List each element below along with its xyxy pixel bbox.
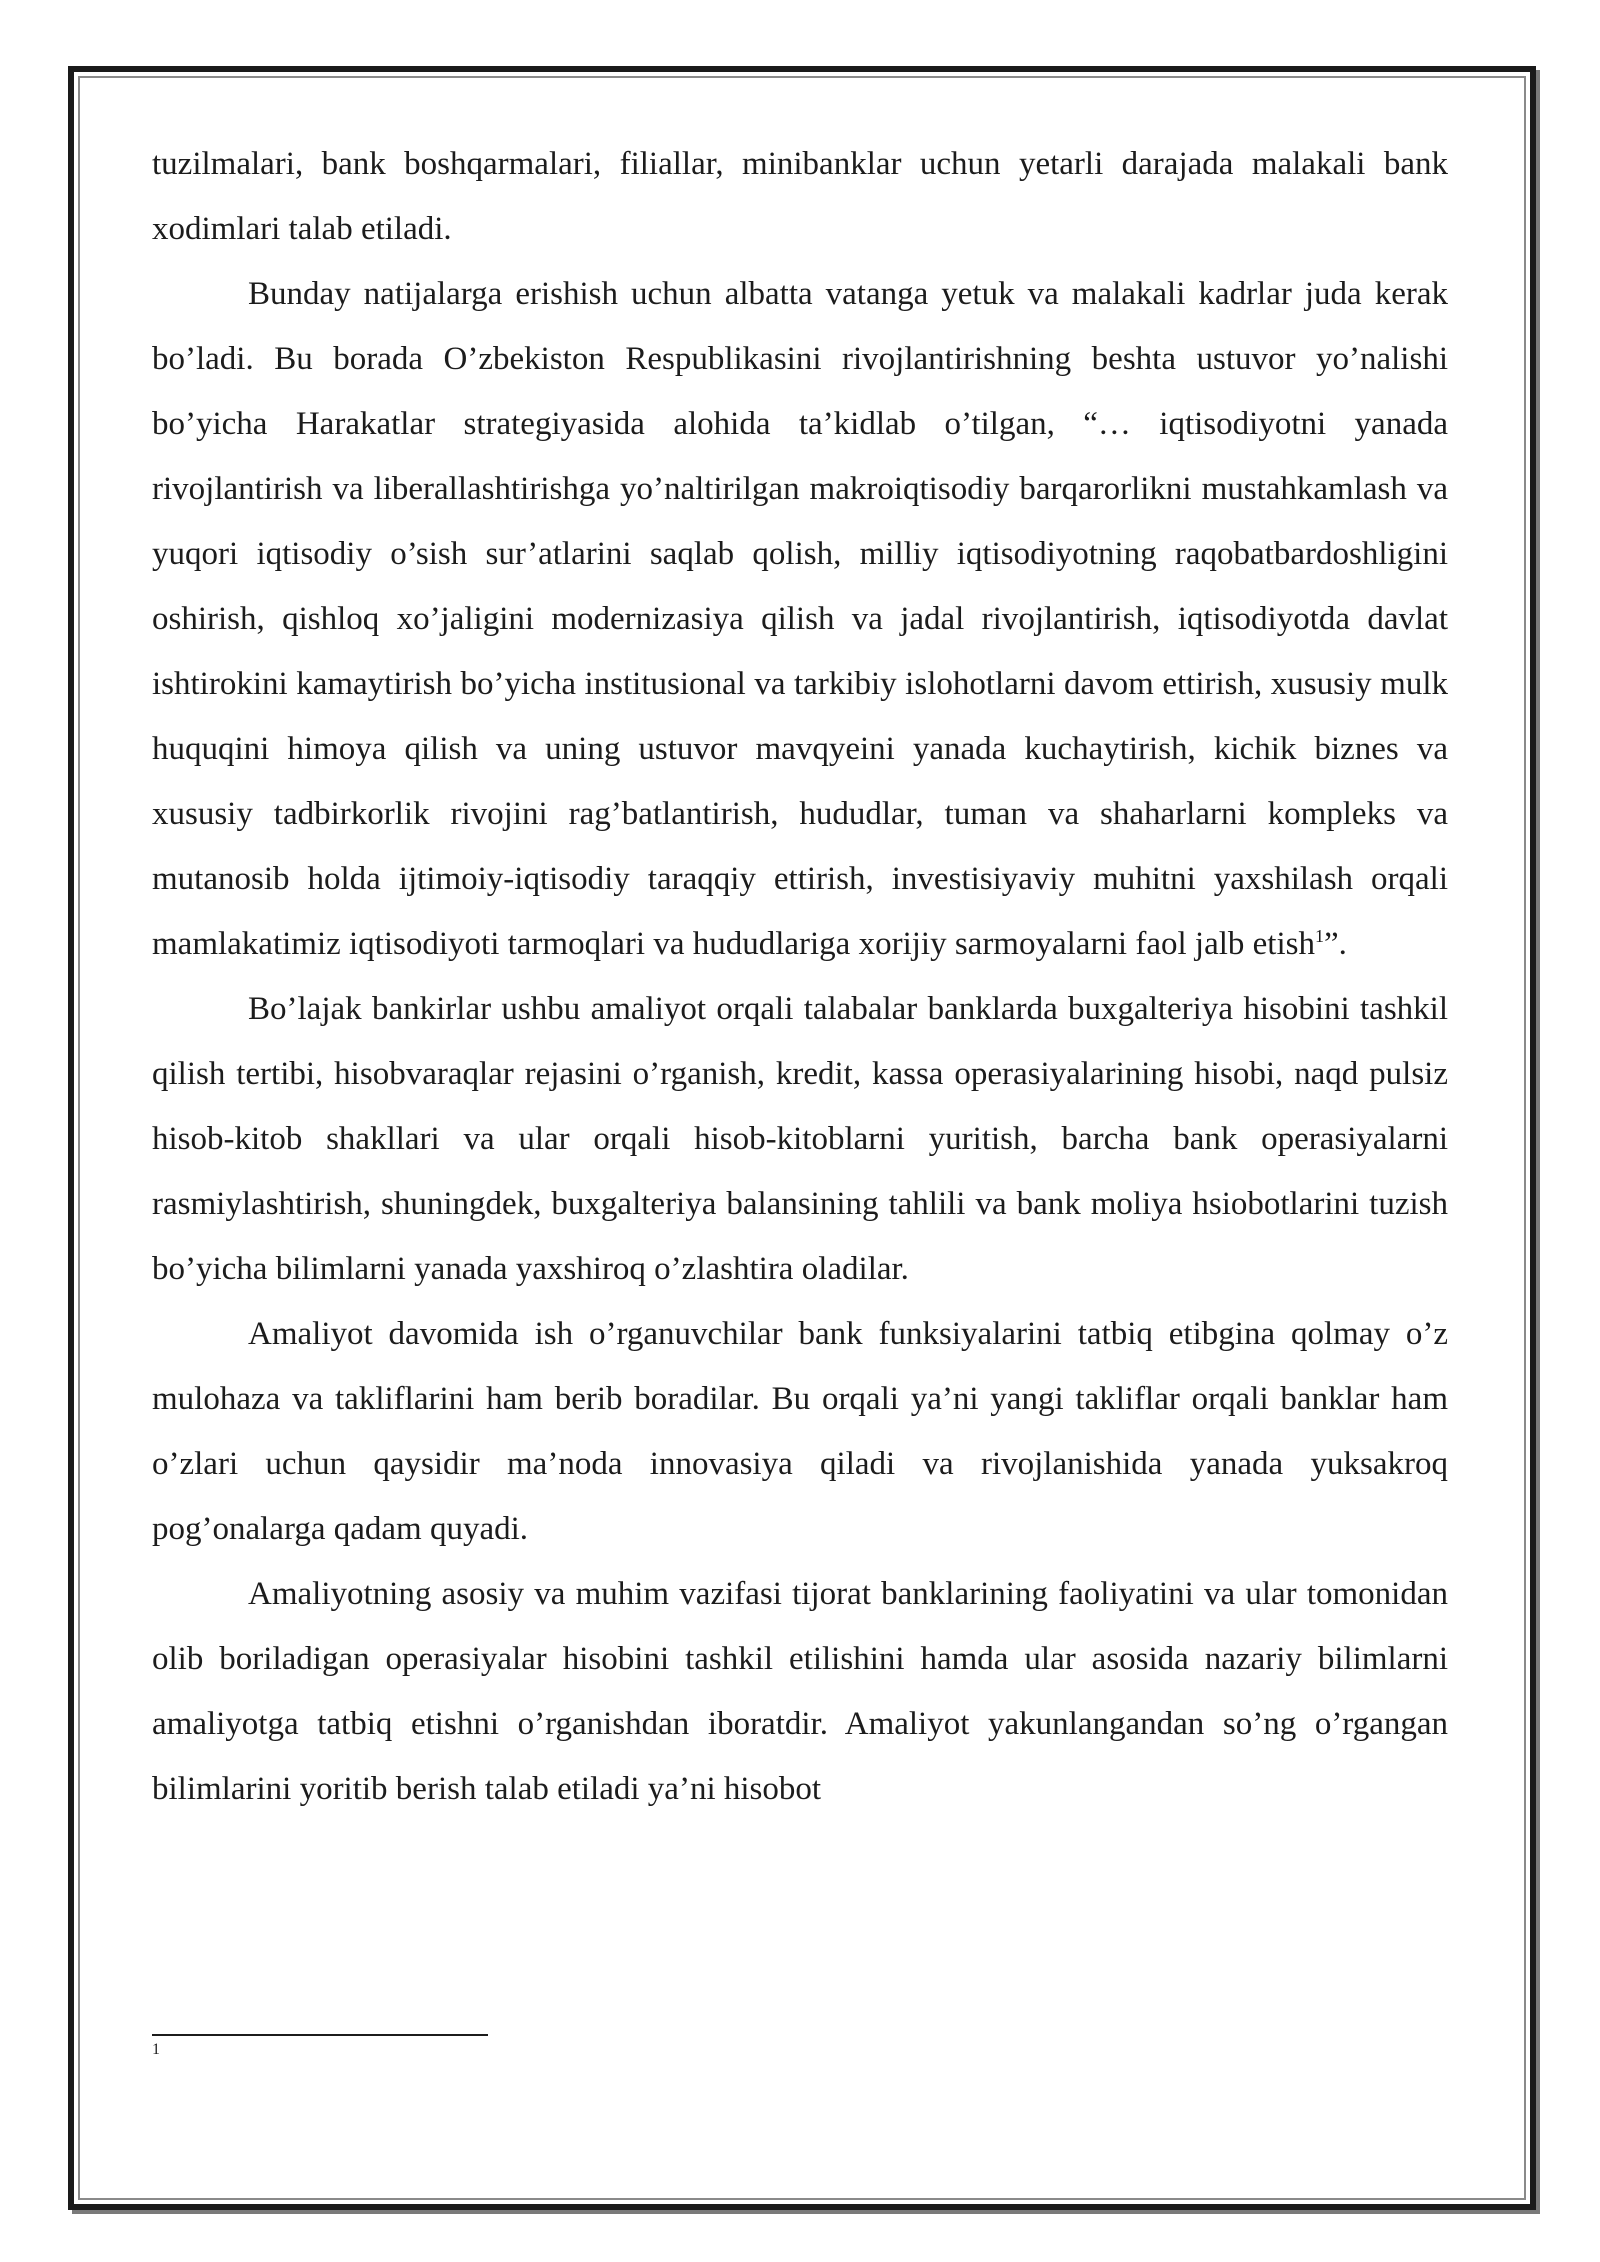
footnote-separator [152,2034,488,2036]
paragraph-5-text: Amaliyotning asosiy va muhim vazifasi tijorat banklarining faoliyatini va ular tomonidan olib boriladigan operasiyalar hisobini tashkil etilishini hamda ular asosida nazariy bilimlarni amaliyotga tatbiq etishni o’rganishdan iboratdir. Amaliyot yakunlangandan so’ng o’rgangan bilimlarini yoritib berish talab etiladi ya’ni hisobot [152,1576,1448,1807]
paragraph-1 [152,132,1448,262]
paragraph-2-tail: ”. [1323,926,1347,962]
footnote-reference[interactable]: 1 [1314,926,1324,946]
paragraph-4 [152,1302,1448,1562]
paragraph-3-text: Bo’lajak bankirlar ushbu amaliyot orqali talabalar banklarda buxgalteriya hisobini tashkil qilish tertibi, hisobvaraqlar rejasini o’rganish, kredit, kassa operasiyalarining hisobi, naqd pulsiz hisob-kitob shakllari va ular orqali hisob-kitoblarni yuritish, barcha bank operasiyalarni rasmiylashtirish, shuningdek, buxgalteriya balansining tahlili va bank moliya hsiobotlarini tuzish bo’yicha bilimlarni yanada yaxshiroq o’zlashtira oladilar. [152,991,1448,1287]
paragraph-5 [152,1562,1448,1822]
footnote [152,2040,160,2060]
paragraph-2 [152,262,1448,977]
paragraph-3 [152,977,1448,1302]
footnote-number: 1 [152,2041,160,2058]
paragraph-4-text: Amaliyot davomida ish o’rganuvchilar bank funksiyalarini tatbiq etibgina qolmay o’z mulohaza va takliflarini ham berib boradilar. Bu orqali ya’ni yangi takliflar orqali banklar ham o’zlari uchun qaysidir ma’noda innovasiya qiladi va rivojlanishida yanada yuksakroq pog’onalarga qadam quyadi. [152,1316,1448,1547]
paragraph-1-text: tuzilmalari, bank boshqarmalari, filiallar, minibanklar uchun yetarli darajada malakali bank xodimlari talab etiladi. [152,146,1448,247]
document-body [152,132,1448,1822]
paragraph-2-text: Bunday natijalarga erishish uchun albatta vatanga yetuk va malakali kadrlar juda kerak bo’ladi. Bu borada O’zbekiston Respublikasini rivojlantirishning beshta ustuvor yo’nalishi bo’yicha Harakatlar strategiyasida alohida ta’kidlab o’tilgan, “… iqtisodiyotni yanada rivojlantirish va liberallashtirishga yo’naltirilgan makroiqtisodiy barqarorlikni mustahkamlash va yuqori iqtisodiy o’sish sur’atlarini saqlab qolish, milliy iqtisodiyotning raqobatbardoshligini oshirish, qishloq xo’jaligini modernizasiya qilish va jadal rivojlantirish, iqtisodiyotda davlat ishtirokini kamaytirish bo’yicha institusional va tarkibiy islohotlarni davom ettirish, xususiy mulk huquqini himoya qilish va uning ustuvor mavqyeini yanada kuchaytirish, kichik biznes va xususiy tadbirkorlik rivojini rag’batlantirish, hududlar, tuman va shaharlarni kompleks va mutanosib holda ijtimoiy-iqtisodiy taraqqiy ettirish, investisiyaviy muhitni yaxshilash orqali mamlakatimiz iqtisodiyoti tarmoqlari va hududlariga xorijiy sarmoyalarni faol jalb etish [152,276,1448,962]
